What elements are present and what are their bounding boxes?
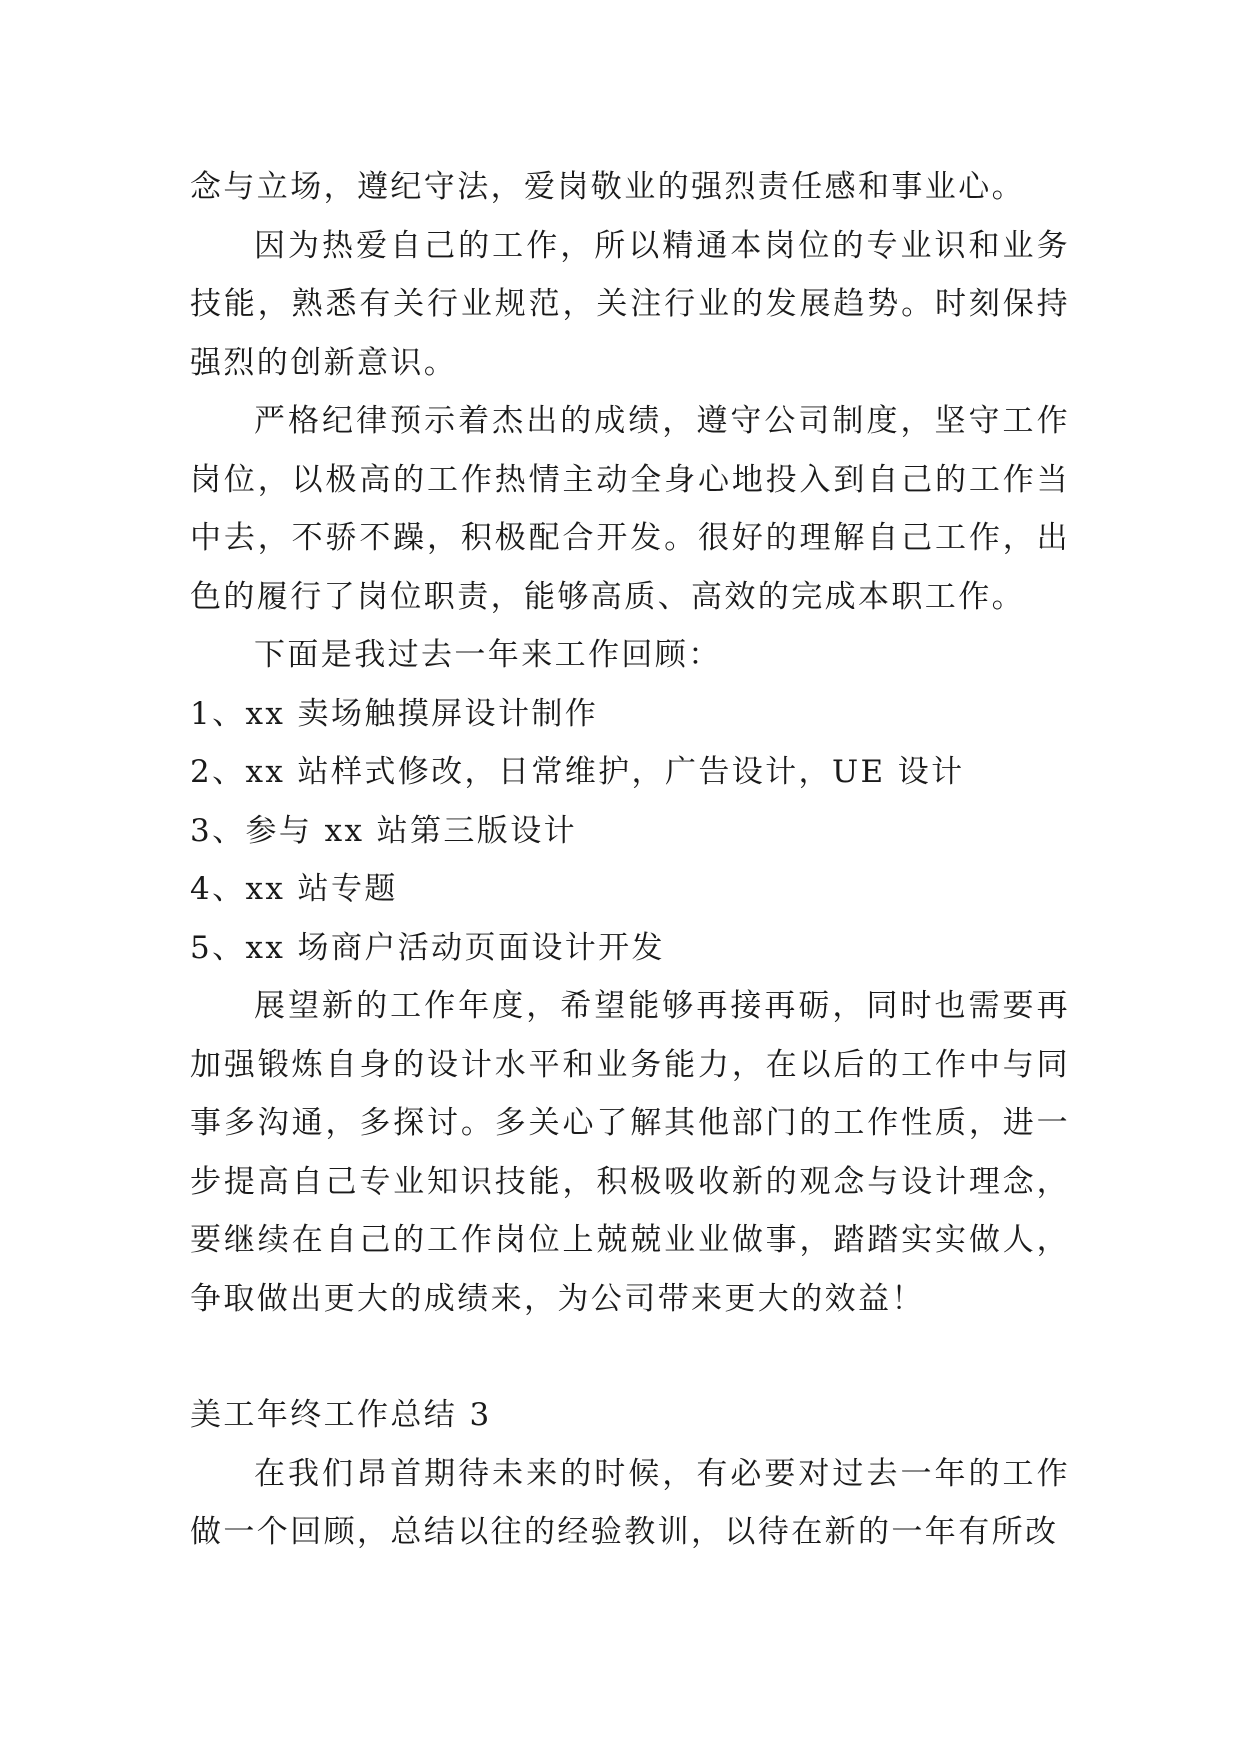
list-item: 2、xx 站样式修改，日常维护，广告设计，UE 设计: [190, 754, 965, 790]
list-item: 5、xx 场商户活动页面设计开发: [190, 929, 665, 966]
list-item: 4、xx 站专题: [190, 871, 398, 907]
list-item: 1、xx 卖场触摸屏设计制作: [190, 695, 599, 732]
paragraph-review-intro: 下面是我过去一年来工作回顾：: [254, 637, 722, 673]
list-item: 3、参与 xx 站第三版设计: [190, 812, 577, 849]
section-heading: 美工年终工作总结 3: [190, 1397, 492, 1433]
paragraph-continuation: 念与立场，遵纪守法，爱岗敬业的强烈责任感和事业心。: [190, 169, 1025, 205]
document-body: [190, 158, 1070, 1562]
paragraph-expertise: 因为热爱自己的工作，所以精通本岗位的专业识和业务技能，熟悉有关行业规范，关注行业的发展趋势。时刻保持强烈的创新意识。: [190, 227, 1070, 381]
paragraph-section-intro: 在我们昂首期待未来的时候，有必要对过去一年的工作做一个回顾，总结以往的经验教训，以待在新的一年有所改: [190, 1455, 1070, 1550]
paragraph-outlook: 展望新的工作年度，希望能够再接再砺，同时也需要再加强锻炼自身的设计水平和业务能力，在以后的工作中与同事多沟通，多探讨。多关心了解其他部门的工作性质，进一步提高自己专业知识技能，积极吸收新的观念与设计理念，要继续在自己的工作岗位上兢兢业业做事，踏踏实实做人，争取做出更大的成绩来，为公司带来更大的效益！: [190, 988, 1070, 1317]
paragraph-discipline: 严格纪律预示着杰出的成绩，遵守公司制度，坚守工作岗位，以极高的工作热情主动全身心地投入到自己的工作当中去，不骄不躁，积极配合开发。很好的理解自己工作，出色的履行了岗位职责，能够高质、高效的完成本职工作。: [190, 403, 1070, 615]
